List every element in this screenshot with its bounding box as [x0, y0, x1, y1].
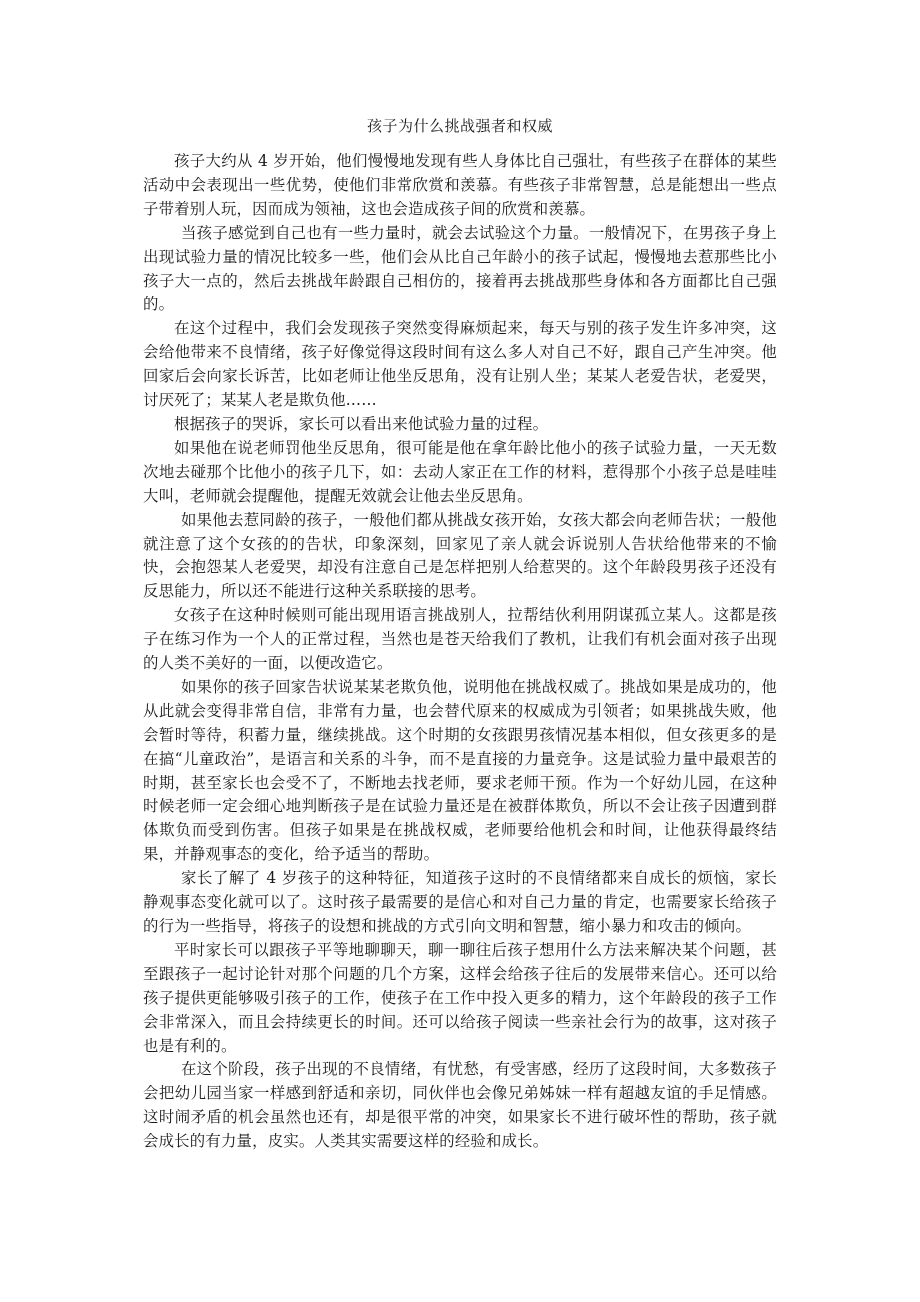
- paragraph: 如果他去惹同龄的孩子，一般他们都从挑战女孩开始，女孩大都会向老师告状；一般他就注意了这个女孩的的告状，印象深刻，回家见了亲人就会诉说别人告状给他带来的不愉快，会抱怨某人老爱哭，却没有注意自己是怎样把别人给惹哭的。这个年龄段男孩子还没有反思能力，所以还不能进行这种关系联接的思考。: [143, 510, 777, 601]
- paragraph: 当孩子感觉到自己也有一些力量时，就会去试验这个力量。一般情况下，在男孩子身上出现试验力量的情况比较多一些，他们会从比自己年龄小的孩子试起，慢慢地去惹那些比小孩子大一点的，然后去挑战年龄跟自己相仿的，接着再去挑战那些身体和各方面都比自己强的。: [143, 223, 777, 314]
- paragraph: 孩子大约从 4 岁开始，他们慢慢地发现有些人身体比自己强壮，有些孩子在群体的某些活动中会表现出一些优势，使他们非常欣赏和羡慕。有些孩子非常智慧，总是能想出一些点子带着别人玩，因而成为领袖，这也会造成孩子间的欣赏和羡慕。: [143, 152, 777, 218]
- paragraph: 在这个阶段，孩子出现的不良情绪，有忧愁，有受害感，经历了这段时间，大多数孩子会把幼儿园当家一样感到舒适和亲切，同伙伴也会像兄弟姊妹一样有超越友谊的手足情感。这时闹矛盾的机会虽然也还有，却是很平常的冲突，如果家长不进行破坏性的帮助，孩子就会成长的有力量，皮实。人类其实需要这样的经验和成长。: [143, 1060, 777, 1151]
- paragraph: 女孩子在这种时候则可能出现用语言挑战别人，拉帮结伙利用阴谋孤立某人。这都是孩子在练习作为一个人的正常过程，当然也是苍天给我们了教机，让我们有机会面对孩子出现的人类不美好的一面，以便改造它。: [143, 606, 777, 673]
- paragraph: 如果你的孩子回家告状说某某老欺负他，说明他在挑战权威了。挑战如果是成功的，他从此就会变得非常自信，非常有力量，也会替代原来的权威成为引领者；如果挑战失败，他会暂时等待，积蓄力量，继续挑战。这个时期的女孩跟男孩情况基本相似，但女孩更多的是在搞“儿童政治”，是语言和关系的斗争，而不是直接的力量竞争。这是试验力量中最艰苦的时期，甚至家长也会受不了，不断地去找老师，要求老师干预。作为一个好幼儿园，在这种时候老师一定会细心地判断孩子是在试验力量还是在被群体欺负，所以不会让孩子因遭到群体欺负而受到伤害。但孩子如果是在挑战权威，老师要给他机会和时间，让他获得最终结果，并静观事态的变化，给予适当的帮助。: [143, 677, 777, 864]
- document-title: 孩子为什么挑战强者和权威: [366, 117, 553, 135]
- paragraph: 如果他在说老师罚他坐反思角，很可能是他在拿年龄比他小的孩子试验力量，一天无数次地去碰那个比他小的孩子几下，如：去动人家正在工作的材料，惹得那个小孩子总是哇哇大叫，老师就会提醒他，提醒无效就会让他去坐反思角。: [143, 438, 777, 505]
- paragraph: 平时家长可以跟孩子平等地聊聊天，聊一聊往后孩子想用什么方法来解决某个问题，甚至跟孩子一起讨论针对那个问题的几个方案，这样会给孩子往后的发展带来信心。还可以给孩子提供更能够吸引孩子的工作，使孩子在工作中投入更多的精力，这个年龄段的孩子工作会非常深入，而且会持续更长的时间。还可以给孩子阅读一些亲社会行为的故事，这对孩子也是有利的。: [143, 940, 777, 1055]
- paragraph: 在这个过程中，我们会发现孩子突然变得麻烦起来，每天与别的孩子发生许多冲突，这会给他带来不良情绪，孩子好像觉得这段时间有这么多人对自己不好，跟自己产生冲突。他回家后会向家长诉苦，比如老师让他坐反思角，没有让别人坐；某某人老爱告状，老爱哭，讨厌死了；某某人老是欺负他……: [143, 319, 777, 410]
- paragraph: 家长了解了 4 岁孩子的这种特征，知道孩子这时的不良情绪都来自成长的烦恼，家长静观事态变化就可以了。这时孩子最需要的是信心和对自己力量的肯定，也需要家长给孩子的行为一些指导，将孩子的设想和挑战的方式引向文明和智慧，缩小暴力和攻击的倾向。: [143, 869, 777, 935]
- paragraph: 根据孩子的哭诉，家长可以看出来他试验力量的过程。: [174, 414, 549, 433]
- document-body: [143, 150, 777, 1154]
